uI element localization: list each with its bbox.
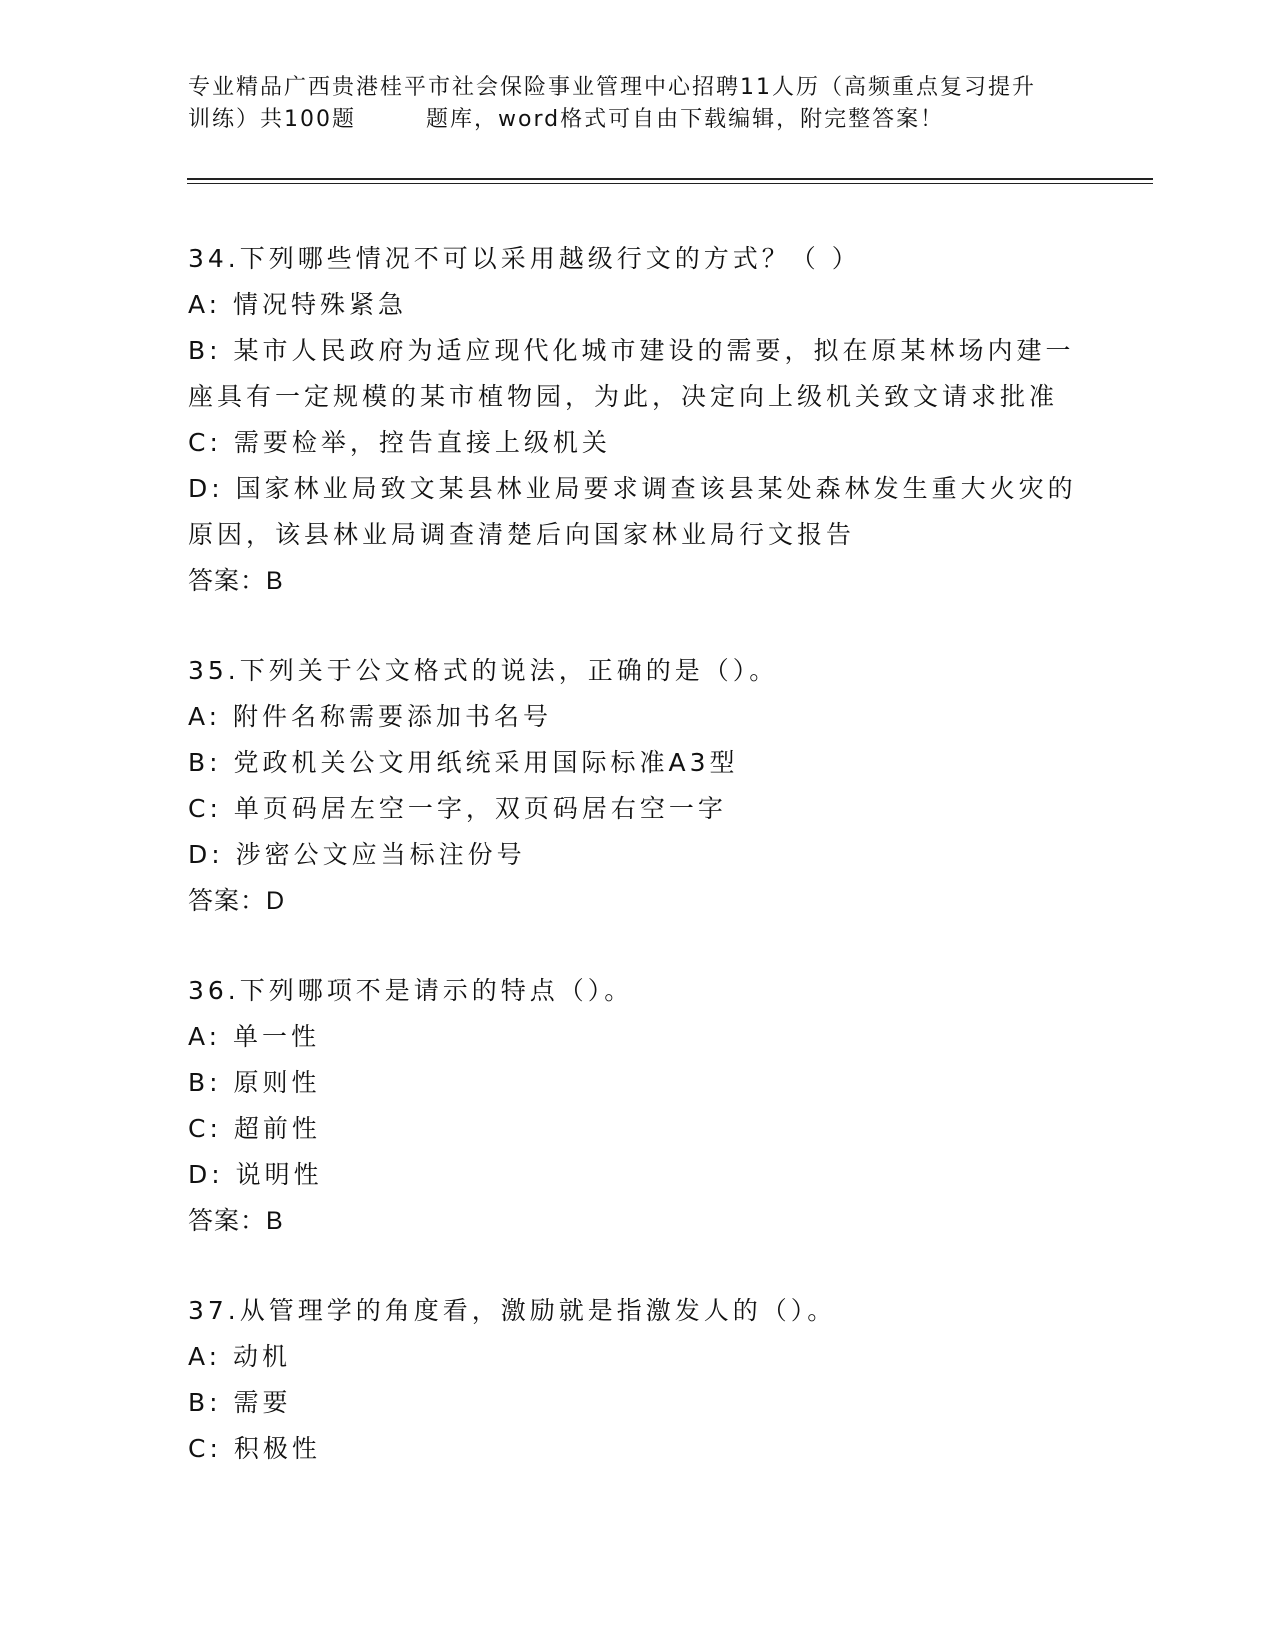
question-stem: 34.下列哪些情况不可以采用越级行文的方式？（ ） [188,244,861,273]
answer-option: B: 某市人民政府为适应现代化城市建设的需要，拟在原某林场内建一 [188,336,1075,365]
answer-key: 答案：B [188,567,284,595]
answer-option: B: 需要 [188,1388,292,1417]
answer-option: D: 说明性 [188,1160,323,1189]
answer-option: A: 动机 [188,1342,292,1371]
header-rule-thin [187,183,1153,184]
answer-option: B: 党政机关公文用纸统采用国际标准A3型 [188,748,739,777]
header-title-line-1: 专业精品广西贵港桂平市社会保险事业管理中心招聘11人历（高频重点复习提升 [188,75,1036,100]
answer-option: C: 超前性 [188,1114,321,1143]
question-block [188,648,1088,924]
question-stem: 37.从管理学的角度看，激励就是指激发人的（）。 [188,1296,837,1325]
answer-option: D: 国家林业局致文某县林业局要求调查该县某处森林发生重大火灾的 [188,474,1077,503]
question-stem: 36.下列哪项不是请示的特点（）。 [188,976,634,1005]
answer-option: C: 单页码居左空一字，双页码居右空一字 [188,794,727,823]
question-spacer [188,604,1088,648]
question-spacer [188,1244,1088,1288]
question-block [188,236,1088,604]
question-spacer [188,924,1088,968]
document-header [188,72,1088,136]
question-block [188,968,1088,1244]
question-block [188,1288,1088,1472]
question-list [188,236,1088,1472]
header-title-part-right: 题库，word格式可自由下载编辑，附完整答案！ [426,107,945,132]
answer-option: A: 情况特殊紧急 [188,290,408,319]
header-title-line-2 [188,104,1088,136]
answer-option-continuation: 座具有一定规模的某市植物园，为此，决定向上级机关致文请求批准 [188,382,1059,411]
question-stem: 35.下列关于公文格式的说法，正确的是（）。 [188,656,779,685]
answer-option: A: 单一性 [188,1022,321,1051]
answer-key: 答案：B [188,1207,284,1235]
answer-option: C: 积极性 [188,1434,321,1463]
answer-option: B: 原则性 [188,1068,321,1097]
header-title-part-left: 训练）共100题 [188,107,356,132]
header-rule-thick [187,178,1153,180]
answer-option-continuation: 原因，该县林业局调查清楚后向国家林业局行文报告 [188,520,856,549]
answer-option: A: 附件名称需要添加书名号 [188,702,553,731]
answer-option: D: 涉密公文应当标注份号 [188,840,526,869]
answer-key: 答案：D [188,887,286,915]
answer-option: C: 需要检举，控告直接上级机关 [188,428,611,457]
